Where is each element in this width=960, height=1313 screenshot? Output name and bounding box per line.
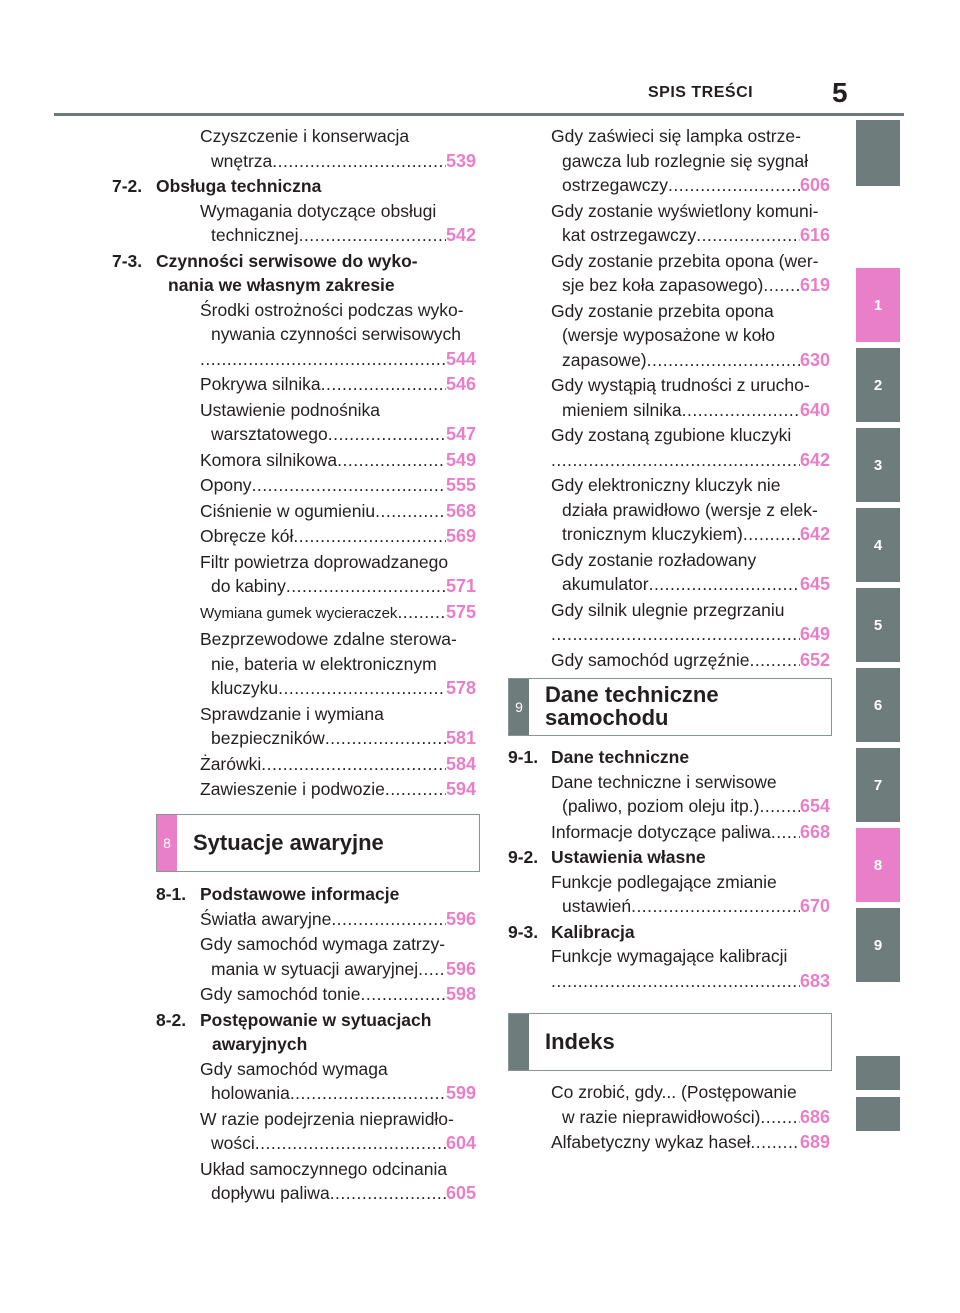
- toc-entry[interactable]: Zawieszenie i podwozie ..... 594: [156, 777, 476, 802]
- toc-entry[interactable]: Gdy samochód tonie ..... 598: [156, 982, 476, 1007]
- toc-entry[interactable]: Dane techniczne i serwisowe (paliwo, poziom oleju itp.) ..... 654: [508, 770, 830, 819]
- toc-entry[interactable]: Informacje dotyczące paliwa ..... 668: [508, 820, 830, 845]
- toc-entry[interactable]: Gdy zostanie przebita opona (wersje wyposażone w koło zapasowe) ..... 630: [508, 299, 830, 373]
- toc-entry[interactable]: Co zrobić, gdy... (Postępowanie w razie nieprawidłowości) ..... 686: [508, 1080, 830, 1129]
- page-ref[interactable]: 604: [445, 1133, 476, 1153]
- side-tab-4[interactable]: 4: [856, 508, 900, 582]
- side-tab-7[interactable]: 7: [856, 748, 900, 822]
- toc-left-column-lower: [156, 882, 476, 1207]
- section-heading: 7-2. Obsługa techniczna: [112, 176, 322, 196]
- side-tab-6[interactable]: 6: [856, 668, 900, 742]
- toc-entry[interactable]: Wymiana gumek wycieraczek ..... 575: [156, 600, 476, 627]
- toc-entry[interactable]: Gdy samochód ugrzęźnie ..... 652: [508, 648, 830, 673]
- page-ref[interactable]: 642: [799, 524, 830, 544]
- toc-entry[interactable]: Gdy elektroniczny kluczyk nie działa prawidłowo (wersje z elek- tronicznym kluczykiem) ..... 642: [508, 473, 830, 547]
- section-heading: 7-3. Czynności serwisowe do wyko- nania we własnym zakresie: [112, 250, 418, 295]
- page-ref[interactable]: 670: [799, 896, 830, 916]
- page-header-title: SPIS TREŚCI: [648, 84, 754, 101]
- toc-entry[interactable]: Opony ..... 555: [156, 473, 476, 498]
- page-ref[interactable]: 569: [445, 526, 476, 546]
- toc-entry[interactable]: Ciśnienie w ogumieniu ..... 568: [156, 499, 476, 524]
- toc-entry[interactable]: Światła awaryjne ..... 596: [156, 907, 476, 932]
- toc-entry[interactable]: Komora silnikowa ..... 549: [156, 448, 476, 473]
- toc-entry[interactable]: Bezprzewodowe zdalne sterowa- nie, bateria w elektronicznym kluczyku ..... 578: [156, 627, 476, 701]
- toc-entry[interactable]: W razie podejrzenia nieprawidło- wości ..... 604: [156, 1107, 476, 1156]
- side-tab-index-b[interactable]: [856, 1097, 900, 1131]
- page-ref[interactable]: 654: [799, 796, 830, 816]
- index-title: Indeks: [545, 1029, 615, 1054]
- toc-entry[interactable]: Gdy silnik ulegnie przegrzaniu ..... 649: [508, 598, 830, 647]
- page-ref[interactable]: 549: [445, 449, 476, 470]
- page-ref[interactable]: 594: [445, 779, 476, 799]
- page-ref[interactable]: 630: [799, 349, 830, 370]
- page-number: 5: [832, 77, 848, 108]
- section-heading: 9-1. Dane techniczne: [508, 747, 690, 767]
- page-ref[interactable]: 571: [445, 576, 476, 596]
- toc-entry[interactable]: Funkcje wymagające kalibracji ..... 683: [508, 944, 830, 993]
- section-heading: 9-3. Kalibracja: [508, 921, 635, 942]
- toc-entry[interactable]: Gdy samochód wymaga zatrzy- mania w sytuacji awaryjnej ..... 596: [156, 932, 476, 981]
- page-ref[interactable]: 578: [445, 678, 476, 698]
- page-ref[interactable]: 547: [445, 424, 476, 444]
- header-divider: [54, 113, 904, 116]
- page-ref[interactable]: 605: [445, 1183, 476, 1203]
- page-ref[interactable]: 640: [799, 399, 830, 420]
- page-ref[interactable]: 598: [445, 984, 476, 1004]
- section-heading: 9-2. Ustawienia własne: [508, 847, 706, 867]
- chapter-9-header[interactable]: [508, 678, 832, 736]
- page-ref[interactable]: 584: [445, 753, 476, 774]
- page-ref[interactable]: 689: [799, 1132, 830, 1152]
- chapter-8-header[interactable]: [156, 814, 480, 872]
- toc-entry[interactable]: Gdy wystąpią trudności z urucho- mieniem silnika ..... 640: [508, 373, 830, 422]
- toc-right-column-index: [508, 1080, 830, 1156]
- toc-entry[interactable]: Wymagania dotyczące obsługi technicznej ..... 542: [156, 199, 476, 248]
- page-ref[interactable]: 606: [799, 175, 830, 195]
- toc-right-column: [508, 124, 830, 673]
- page-ref[interactable]: 596: [445, 958, 476, 979]
- page-ref[interactable]: 683: [799, 970, 830, 991]
- page-ref[interactable]: 619: [799, 275, 830, 295]
- toc-entry[interactable]: Sprawdzanie i wymiana bezpieczników ..... 581: [156, 702, 476, 751]
- side-tab-8[interactable]: 8: [856, 828, 900, 902]
- page-ref[interactable]: 596: [445, 908, 476, 929]
- toc-entry[interactable]: Układ samoczynnego odcinania dopływu paliwa ..... 605: [156, 1157, 476, 1206]
- page-ref[interactable]: 599: [445, 1083, 476, 1103]
- toc-entry[interactable]: Gdy samochód wymaga holowania ..... 599: [156, 1057, 476, 1106]
- page-ref[interactable]: 652: [799, 649, 830, 670]
- section-heading: 8-1. Podstawowe informacje: [156, 884, 400, 904]
- page-ref[interactable]: 686: [799, 1106, 830, 1127]
- page-ref[interactable]: 539: [445, 150, 476, 171]
- toc-entry[interactable]: Środki ostrożności podczas wyko- nywania czynności serwisowych ..... 544: [156, 298, 476, 372]
- page-ref[interactable]: 575: [445, 601, 476, 622]
- toc-entry[interactable]: Gdy zostanie wyświetlony komuni- kat ostrzegawczy ..... 616: [508, 199, 830, 248]
- chapter-title: Sytuacje awaryjne: [193, 830, 384, 855]
- page-ref[interactable]: 555: [445, 475, 476, 495]
- toc-entry[interactable]: Gdy zostanie rozładowany akumulator ..... 645: [508, 548, 830, 597]
- chapter-number: 8: [157, 815, 177, 871]
- page-ref[interactable]: 645: [799, 574, 830, 594]
- toc-entry[interactable]: Alfabetyczny wykaz haseł ..... 689: [508, 1130, 830, 1155]
- toc-entry[interactable]: Gdy zostanie przebita opona (wer- sje bez koła zapasowego) ..... 619: [508, 249, 830, 298]
- toc-entry[interactable]: Funkcje podlegające zmianie ustawień ..... 670: [508, 870, 830, 919]
- index-header[interactable]: [508, 1013, 832, 1071]
- toc-entry[interactable]: Ustawienie podnośnika warsztatowego ..... 547: [156, 398, 476, 447]
- chapter-number: 9: [509, 679, 529, 735]
- page-ref[interactable]: 581: [445, 728, 476, 748]
- toc-entry[interactable]: Filtr powietrza doprowadzanego do kabiny ..... 571: [156, 550, 476, 599]
- page-ref[interactable]: 616: [799, 225, 830, 245]
- side-tab-blank[interactable]: [856, 120, 900, 186]
- chapter-title-line-2: samochodu: [545, 705, 669, 730]
- page-ref[interactable]: 649: [799, 624, 830, 644]
- side-tab-1[interactable]: 1: [856, 268, 900, 342]
- page-ref[interactable]: 642: [799, 449, 830, 470]
- toc-entry[interactable]: Żarówki ..... 584: [156, 752, 476, 777]
- toc-entry[interactable]: Pokrywa silnika ..... 546: [156, 372, 476, 397]
- toc-left-column: [112, 124, 476, 803]
- section-heading: 8-2. Postępowanie w sytuacjach awaryjnych: [156, 1009, 432, 1054]
- page-ref[interactable]: 542: [445, 225, 476, 245]
- toc-entry[interactable]: Obręcze kół ..... 569: [156, 524, 476, 549]
- side-tab-2[interactable]: 2: [856, 348, 900, 422]
- toc-entry[interactable]: Gdy zostaną zgubione kluczyki ..... 642: [508, 423, 830, 472]
- toc-right-column-lower: [508, 745, 830, 994]
- side-tab-3[interactable]: 3: [856, 428, 900, 502]
- side-tab-5[interactable]: 5: [856, 588, 900, 662]
- side-tab-index-a[interactable]: [856, 1056, 900, 1090]
- toc-entry[interactable]: Gdy zaświeci się lampka ostrze- gawcza lub rozlegnie się sygnał ostrzegawczy ..... 606: [508, 124, 830, 198]
- page-ref[interactable]: 546: [445, 374, 476, 394]
- chapter-title-line-1: Dane techniczne: [545, 682, 719, 707]
- page-ref[interactable]: 544: [445, 348, 476, 369]
- toc-entry[interactable]: Czyszczenie i konserwacja wnętrza ..... 539: [156, 124, 476, 173]
- side-tab-9[interactable]: 9: [856, 908, 900, 982]
- page-ref[interactable]: 668: [799, 821, 830, 842]
- index-bar: [509, 1014, 529, 1070]
- page-ref[interactable]: 568: [445, 500, 476, 521]
